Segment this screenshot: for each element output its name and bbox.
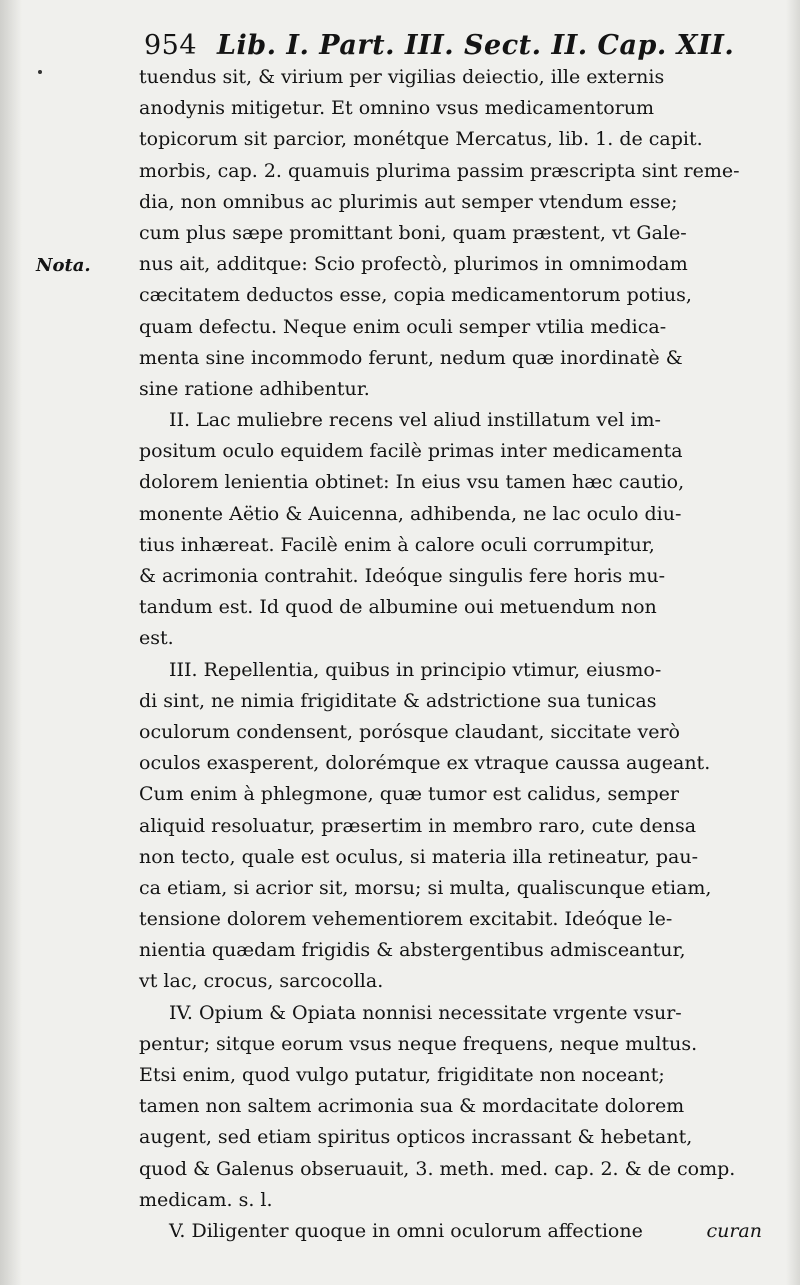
text-line: menta sine incommodo ferunt, nedum quæ inordinatè & bbox=[139, 346, 683, 369]
ink-speck bbox=[38, 70, 42, 74]
text-line: & acrimonia contrahit. Ideóque singulis fere horis mu- bbox=[139, 565, 665, 587]
text-line: nus ait, additque: Scio profectò, plurimos in omnimodam bbox=[139, 253, 688, 276]
text-line: tius inhæreat. Facilè enim à calore oculi corrumpitur, bbox=[139, 533, 655, 556]
text-line: II. Lac muliebre recens vel aliud instillatum vel im- bbox=[169, 409, 661, 432]
text-line: dolorem lenientia obtinet: In eius vsu tamen hæc cautio, bbox=[139, 471, 685, 494]
text-line: topicorum sit parcior, monétque Mercatus, lib. 1. de capit. bbox=[139, 128, 703, 151]
text-line: est. bbox=[139, 627, 174, 650]
text-line: Cum enim à phlegmone, quæ tumor est calidus, semper bbox=[139, 783, 679, 806]
text-line: tamen non saltem acrimonia sua & mordacitate dolorem bbox=[139, 1095, 685, 1118]
text-line: di sint, ne nimia frigiditate & adstrictione sua tunicas bbox=[139, 689, 657, 712]
text-line: pentur; sitque eorum vsus neque frequens, neque multus. bbox=[139, 1032, 698, 1055]
text-line: sine ratione adhibentur. bbox=[139, 377, 370, 400]
text-line: quod & Galenus obseruauit, 3. meth. med. cap. 2. & de comp. bbox=[139, 1157, 736, 1180]
text-line: augent, sed etiam spiritus opticos incrassant & hebetant, bbox=[139, 1126, 693, 1149]
text-line: oculos exasperent, dolorémque ex vtraque caussa augeant. bbox=[139, 752, 711, 775]
text-line: quam defectu. Neque enim oculi semper vtilia medica- bbox=[139, 315, 667, 338]
text-line: dia, non omnibus ac plurimis aut semper vtendum esse; bbox=[139, 190, 678, 213]
text-line: V. Diligenter quoque in omni oculorum affectione bbox=[169, 1219, 643, 1242]
text-line: III. Repellentia, quibus in principio vtimur, eiusmo- bbox=[169, 658, 662, 681]
text-line: tensione dolorem vehementiorem excitabit. Ideóque le- bbox=[139, 908, 673, 931]
running-header bbox=[144, 30, 734, 61]
text-line: ca etiam, si acrior sit, morsu; si multa, qualiscunque etiam, bbox=[139, 876, 712, 899]
catchword: curan bbox=[706, 1220, 762, 1242]
text-line: monente Aëtio & Auicenna, adhibenda, ne lac oculo diu- bbox=[139, 502, 682, 525]
text-line: cum plus sæpe promittant boni, quam præstent, vt Gale- bbox=[139, 221, 687, 244]
text-line: non tecto, quale est oculus, si materia illa retineatur, pau- bbox=[139, 845, 698, 868]
text-line: IV. Opium & Opiata nonnisi necessitate vrgente vsur- bbox=[169, 1001, 682, 1024]
text-line: tuendus sit, & virium per vigilias deiectio, ille externis bbox=[139, 66, 665, 88]
text-line: medicam. s. l. bbox=[139, 1188, 273, 1211]
text-line: morbis, cap. 2. quamuis plurima passim præscripta sint reme- bbox=[139, 159, 740, 182]
text-line: Etsi enim, quod vulgo putatur, frigiditate non noceant; bbox=[139, 1064, 665, 1086]
text-line: oculorum condensent, porósque claudant, siccitate verò bbox=[139, 720, 680, 743]
page-number: 954 bbox=[144, 30, 198, 61]
text-line: tandum est. Id quod de albumine oui metuendum non bbox=[139, 596, 657, 619]
text-line: positum oculo equidem facilè primas inter medicamenta bbox=[139, 440, 683, 463]
text-line: anodynis mitigetur. Et omnino vsus medicamentorum bbox=[139, 97, 655, 120]
text-line: aliquid resoluatur, præsertim in membro raro, cute densa bbox=[139, 814, 697, 837]
text-line: nientia quædam frigidis & abstergentibus admisceantur, bbox=[139, 939, 686, 962]
margin-note: Nota. bbox=[36, 255, 91, 276]
running-title: Lib. I. Part. III. Sect. II. Cap. XII. bbox=[216, 30, 735, 61]
text-line: vt lac, crocus, sarcocolla. bbox=[139, 970, 384, 993]
body-text bbox=[139, 62, 769, 1247]
text-line: cæcitatem deductos esse, copia medicamentorum potius, bbox=[139, 284, 692, 307]
